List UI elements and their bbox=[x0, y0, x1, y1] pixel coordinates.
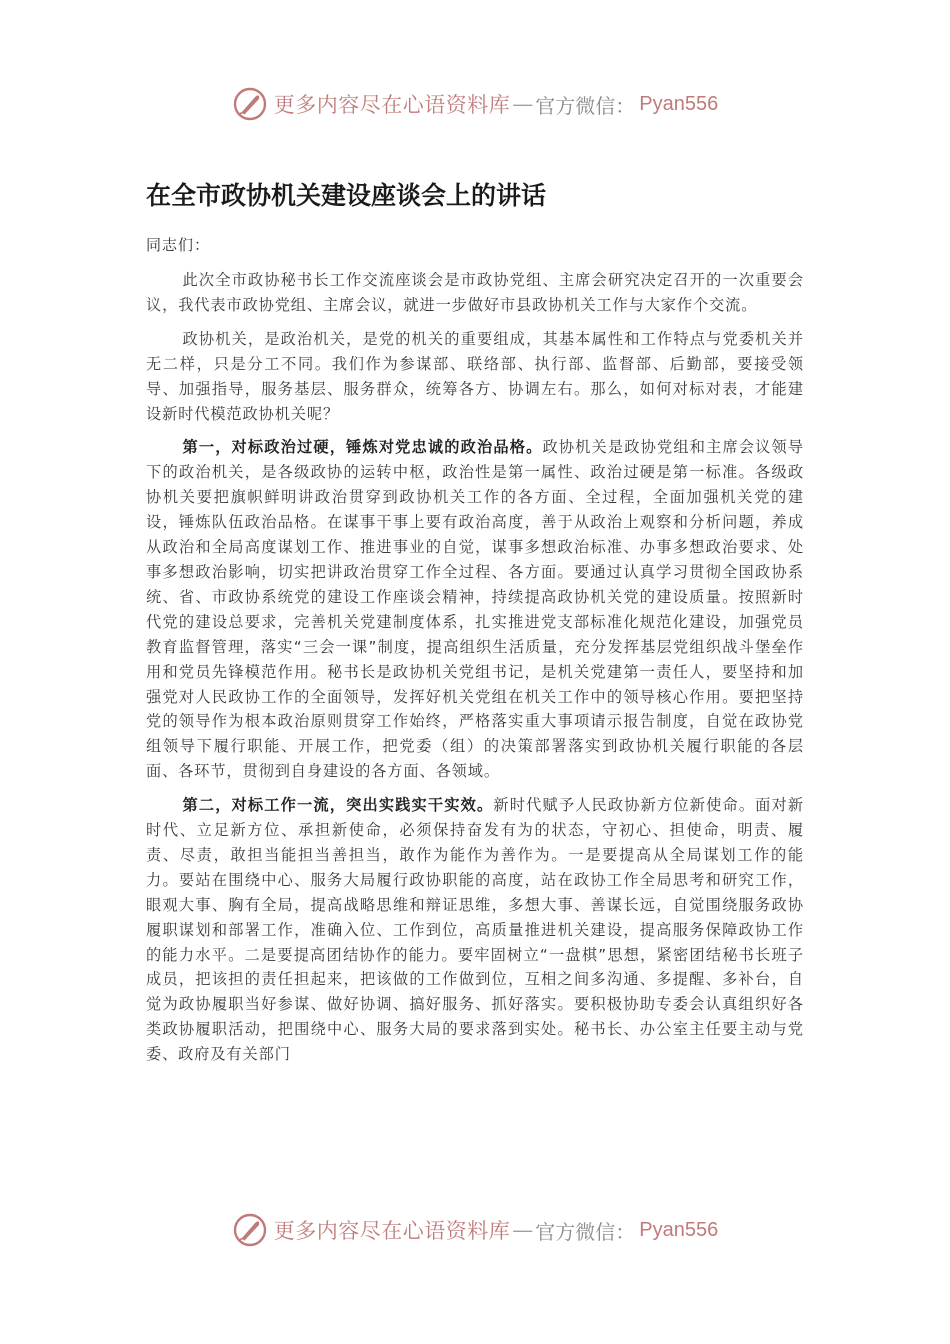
paragraph-text: 新时代赋予人民政协新方位新使命。面对新时代、立足新方位、承担新使命，必须保持奋发有为的状态，守初心、担使命，明责、履责、尽责，敢担当能担当善担当，敢作为能作为善作为。一是要提高从全局谋划工作的能力。要站在围绕中心、服务大局履行政协职能的高度，站在政协工作全局思考和研究工作，眼观大事、胸有全局，提高战略思维和辩证思维，多想大事、善谋长远，自觉围绕服务政协履职谋划和部署工作，准确入位、工作到位，高质量推进机关建设，提高服务保障政协工作的能力水平。二是要提高团结协作的能力。要牢固树立“一盘棋”思想，紧密团结秘书长班子成员，把该担的责任担起来，把该做的工作做到位，互相之间多沟通、多提醒、多补台，自觉为政协履职当好参谋、做好协调、搞好服务、抓好落实。要积极协助专委会认真组织好各类政协履职活动，把围绕中心、服务大局的要求落到实处。秘书长、办公室主任要主动与党委、政府及有关部门 bbox=[146, 796, 804, 1064]
watermark-wechat-id: Pyan556 bbox=[639, 1218, 719, 1241]
watermark-banner-bottom bbox=[0, 1210, 950, 1250]
quill-pen-logo-icon bbox=[232, 1212, 268, 1248]
paragraph-2 bbox=[146, 327, 804, 427]
watermark-label: 官方微信： bbox=[535, 93, 636, 118]
document-title: 在全市政协机关建设座谈会上的讲话 bbox=[146, 181, 547, 210]
paragraph-4 bbox=[146, 793, 804, 1067]
paragraph-text: 此次全市政协秘书长工作交流座谈会是市政协党组、主席会研究决定召开的一次重要会议，我代表市政协党组、主席会议，就进一步做好市县政协机关工作与大家作个交流。 bbox=[146, 271, 804, 314]
watermark-banner-top bbox=[0, 84, 950, 124]
watermark-separator: — bbox=[512, 92, 534, 116]
watermark-brand-text: 更多内容尽在心语资料库 bbox=[273, 93, 511, 117]
paragraph-3 bbox=[146, 435, 804, 784]
watermark-separator: — bbox=[512, 1218, 534, 1242]
quill-pen-logo-icon bbox=[232, 86, 268, 122]
watermark-label: 官方微信： bbox=[535, 1219, 636, 1244]
watermark-wechat-id: Pyan556 bbox=[639, 92, 719, 115]
paragraph-text: 政协机关是政协党组和主席会议领导下的政治机关，是各级政协的运转中枢，政治性是第一属性、政治过硬是第一标准。各级政协机关要把旗帜鲜明讲政治贯穿到政协机关工作的各方面、全过程，全面加强机关党的建设，锤炼队伍政治品格。在谋事干事上要有政治高度，善于从政治上观察和分析问题，养成从政治和全局高度谋划工作、推进事业的自觉，谋事多想政治标准、办事多想政治要求、处事多想政治影响，切实把讲政治贯穿工作全过程、各方面。要通过认真学习贯彻全国政协系统、省、市政协系统党的建设工作座谈会精神，持续提高政协机关党的建设质量。按照新时代党的建设总要求，完善机关党建制度体系，扎实推进党支部标准化规范化建设，加强党员教育监督管理，落实“三会一课”制度，提高组织生活质量，充分发挥基层党组织战斗堡垒作用和党员先锋模范作用。秘书长是政协机关党组书记，是机关党建第一责任人，要坚持和加强党对人民政协工作的全面领导，发挥好机关党组在机关工作中的领导核心作用。要把坚持党的领导作为根本政治原则贯穿工作始终，严格落实重大事项请示报告制度，自觉在政协党组领导下履行职能、开展工作，把党委（组）的决策部署落实到政协机关履行职能的各层面、各环节，贯彻到自身建设的各方面、各领域。 bbox=[146, 438, 804, 781]
watermark-brand-text: 更多内容尽在心语资料库 bbox=[273, 1219, 511, 1243]
salutation: 同志们： bbox=[146, 236, 211, 254]
paragraph-lead: 第二，对标工作一流，突出实践实干实效。 bbox=[182, 796, 494, 815]
paragraph-text: 政协机关，是政治机关，是党的机关的重要组成，其基本属性和工作特点与党委机关并无二样，只是分工不同。我们作为参谋部、联络部、执行部、监督部、后勤部，要接受领导、加强指导，服务基层、服务群众，统筹各方、协调左右。那么，如何对标对表，才能建设新时代模范政协机关呢？ bbox=[146, 329, 804, 423]
paragraph-lead: 第一，对标政治过硬，锤炼对党忠诚的政治品格。 bbox=[182, 438, 543, 457]
document-body bbox=[146, 178, 804, 1076]
paragraph-1 bbox=[146, 268, 804, 318]
